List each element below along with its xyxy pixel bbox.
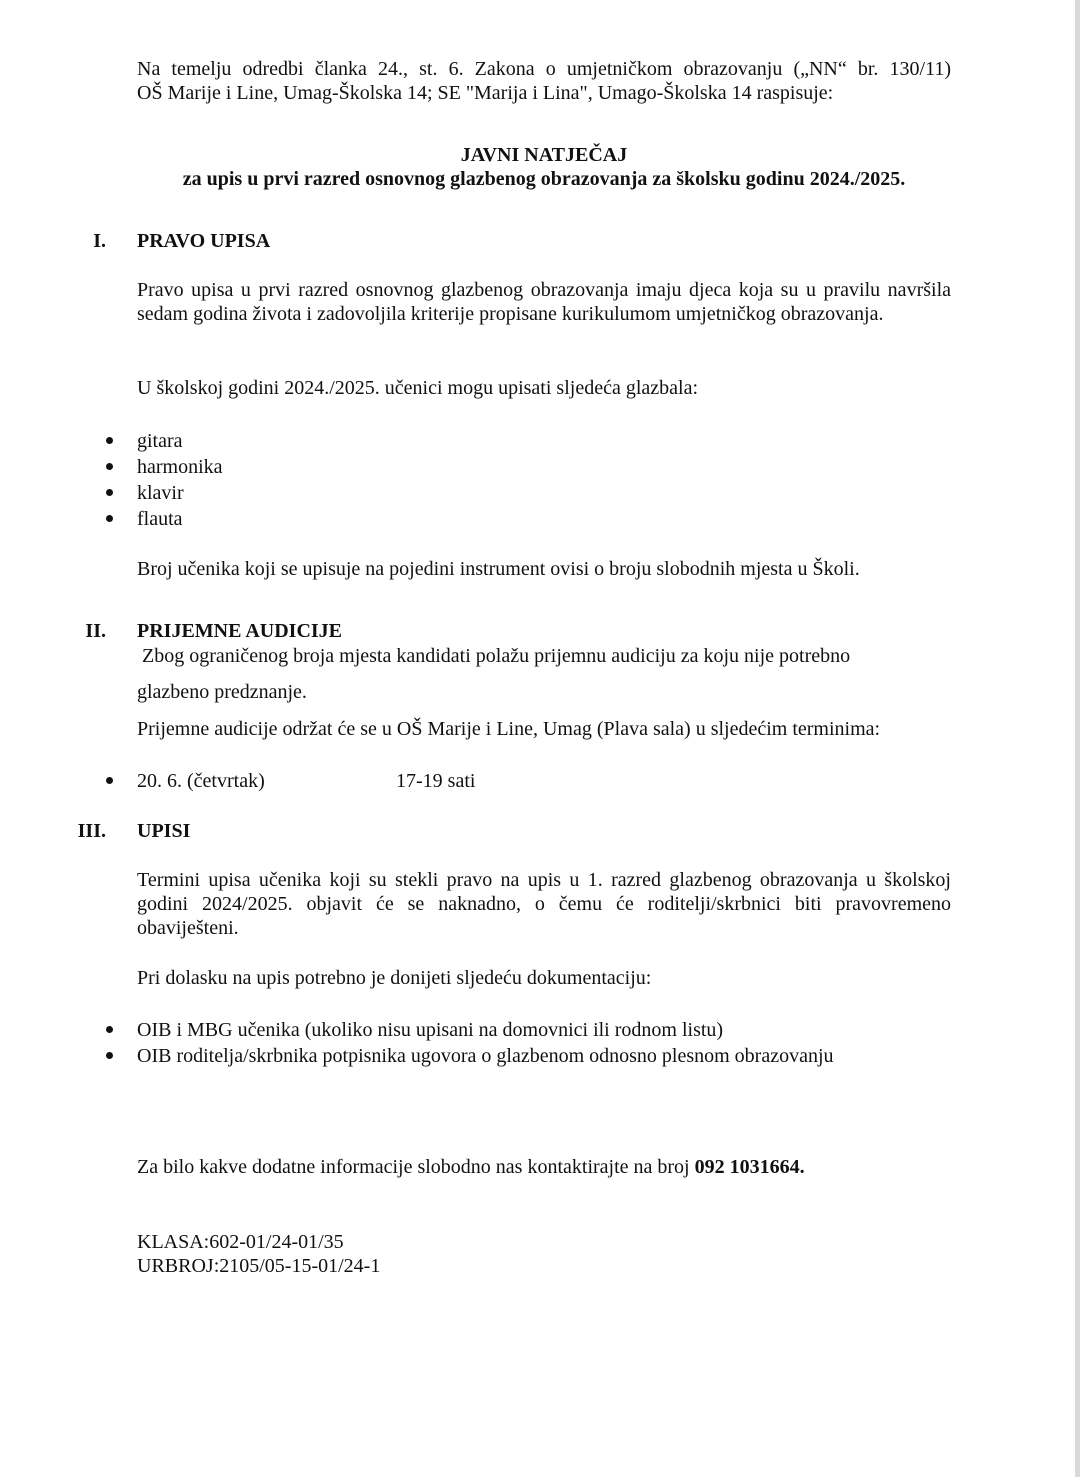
urbroj-line: URBROJ:2105/05-15-01/24-1 bbox=[137, 1255, 381, 1277]
audition-date: 20. 6. (četvrtak) bbox=[137, 770, 265, 792]
contact-line bbox=[137, 1155, 951, 1179]
instrument-item: flauta bbox=[137, 508, 183, 530]
section-3-number: III. bbox=[77, 820, 106, 842]
bullet-icon bbox=[106, 1026, 113, 1033]
section-2-paragraph-2: Prijemne audicije održat će se u OŠ Marije i Line, Umag (Plava sala) u sljedećim terminima: bbox=[137, 718, 881, 740]
section-1-paragraph-3: Broj učenika koji se upisuje na pojedini instrument ovisi o broju slobodnih mjesta u Školi. bbox=[137, 558, 860, 580]
document-subtitle: za upis u prvi razred osnovnog glazbenog obrazovanja za školsku godinu 2024./2025. bbox=[182, 168, 906, 190]
section-1-paragraph-2: U školskoj godini 2024./2025. učenici mogu upisati sljedeća glazbala: bbox=[137, 377, 699, 399]
document-title: JAVNI NATJEČAJ bbox=[460, 144, 628, 166]
instrument-item: harmonika bbox=[137, 456, 223, 478]
section-1-heading: PRAVO UPISA bbox=[137, 230, 271, 252]
bullet-icon bbox=[106, 437, 113, 444]
document-item: OIB roditelja/skrbnika potpisnika ugovora o glazbenom odnosno plesnom obrazovanju bbox=[137, 1045, 834, 1067]
bullet-icon bbox=[106, 1052, 113, 1059]
section-3-paragraph-1: Termini upisa učenika koji su stekli pravo na upis u 1. razred glazbenog obrazovanja u školskoj godini 2024/2025. objavit će se naknadno, o čemu će roditelji/skrbnici biti pravovremeno obaviješteni. bbox=[137, 869, 951, 939]
document-item: OIB i MBG učenika (ukoliko nisu upisani na domovnici ili rodnom listu) bbox=[137, 1019, 724, 1041]
instrument-item: klavir bbox=[137, 482, 184, 504]
intro bbox=[137, 57, 951, 105]
bullet-icon bbox=[106, 489, 113, 496]
instrument-item: gitara bbox=[137, 430, 183, 452]
intro-line-1: Na temelju odredbi članka 24., st. 6. Zakona o umjetničkom obrazovanju („NN“ br. 130/11) bbox=[137, 58, 951, 80]
audition-time: 17-19 sati bbox=[396, 770, 476, 792]
section-3-heading: UPISI bbox=[137, 820, 191, 842]
section-2-paragraph-1a: Zbog ograničenog broja mjesta kandidati polažu prijemnu audiciju za koju nije potrebno bbox=[137, 645, 851, 667]
page-edge bbox=[1075, 0, 1080, 1477]
contact-text: Za bilo kakve dodatne informacije slobodno nas kontaktirajte na broj bbox=[137, 1156, 695, 1178]
contact-phone: 092 1031664. bbox=[694, 1156, 805, 1178]
intro-line-2: OŠ Marije i Line, Umag-Školska 14; SE "Marija i Lina", Umago-Školska 14 raspisuje: bbox=[137, 82, 834, 104]
section-2-heading: PRIJEMNE AUDICIJE bbox=[137, 620, 343, 642]
bullet-icon bbox=[106, 777, 113, 784]
section-1-paragraph-1: Pravo upisa u prvi razred osnovnog glazbenog obrazovanja imaju djeca koja su u pravilu navršila sedam godina života i zadovoljila kriterije propisane kurikulumom umjetničkog obrazovanja. bbox=[137, 279, 951, 325]
section-3-paragraph-2: Pri dolasku na upis potrebno je donijeti sljedeću dokumentaciju: bbox=[137, 967, 652, 989]
section-2-number: II. bbox=[85, 620, 106, 642]
section-1-number: I. bbox=[93, 230, 106, 252]
bullet-icon bbox=[106, 463, 113, 470]
bullet-icon bbox=[106, 515, 113, 522]
section-2-paragraph-1b: glazbeno predznanje. bbox=[137, 681, 307, 703]
klasa-line: KLASA:602-01/24-01/35 bbox=[137, 1231, 344, 1253]
